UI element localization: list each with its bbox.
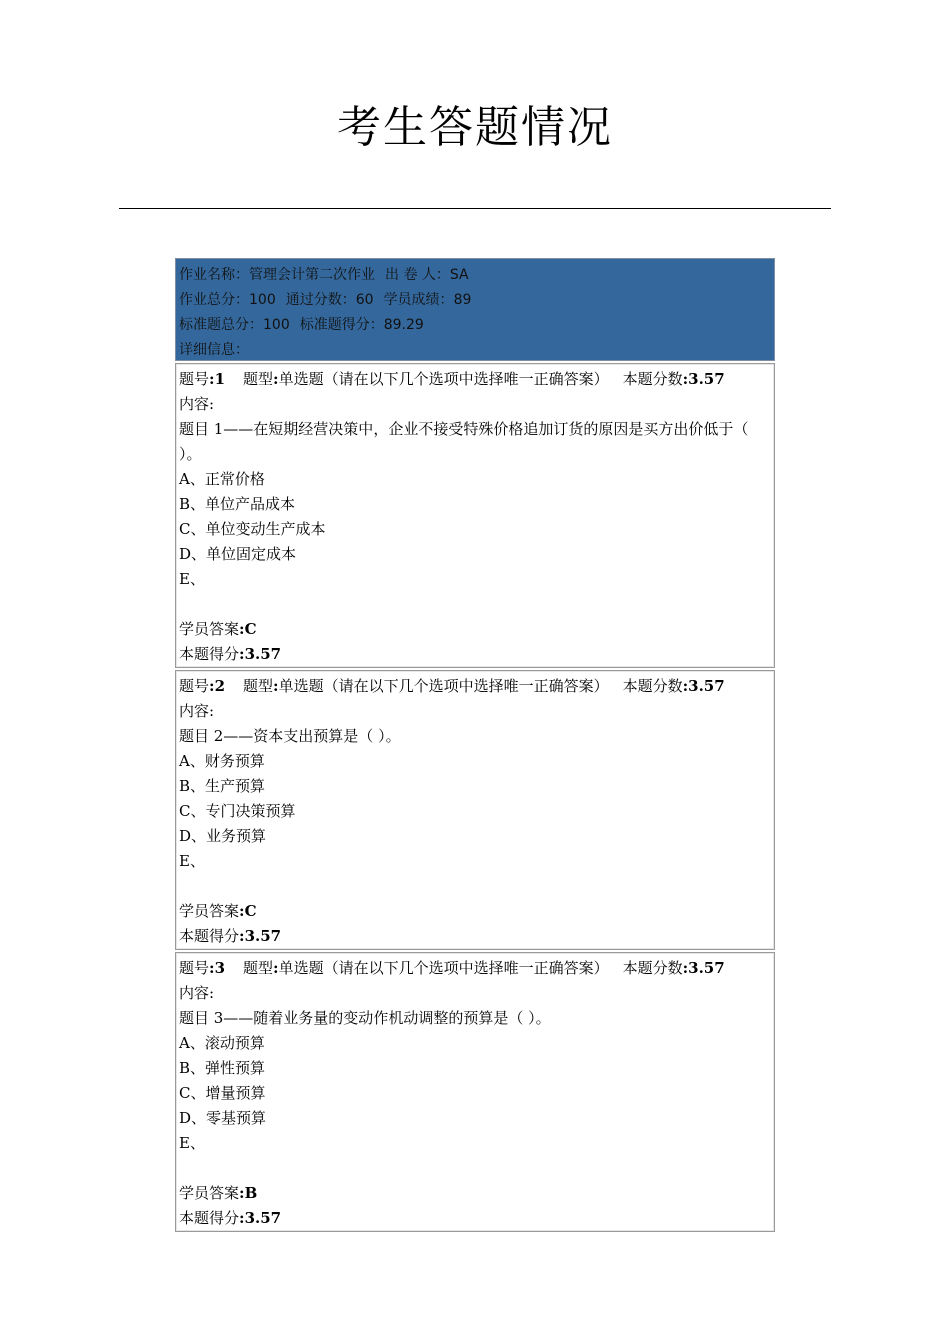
colon: : (239, 927, 245, 945)
colon: : (273, 959, 279, 977)
colon: : (239, 1184, 245, 1202)
detail-label: 详细信息： (179, 342, 249, 358)
question-got (179, 1206, 771, 1231)
qtype-label: 题型 (243, 677, 274, 695)
answer-value: C (244, 620, 257, 638)
student-answer (179, 617, 771, 642)
content-label: 内容: (179, 395, 215, 413)
answer-label: 学员答案 (179, 902, 240, 920)
option-e: E、 (179, 1134, 205, 1152)
got-label: 本题得分 (179, 1209, 240, 1227)
pass-value: 60 (355, 292, 374, 308)
std-total-value: 100 (263, 317, 290, 333)
question-score: 3.57 (688, 370, 725, 388)
student-score-value: 89 (453, 292, 472, 308)
colon: : (273, 370, 279, 388)
student-answer (179, 1181, 771, 1206)
std-score-label: 标准题得分： (299, 317, 384, 333)
got-value: 3.57 (244, 927, 282, 945)
question-meta (179, 956, 771, 981)
question-text: 题目 2——资本支出预算是（ ）。 (179, 727, 401, 745)
option-a: A、财务预算 (179, 752, 265, 770)
question-score: 3.57 (688, 677, 725, 695)
question-meta (179, 367, 771, 392)
colon: : (209, 959, 215, 977)
got-label: 本题得分 (179, 927, 240, 945)
option-e: E、 (179, 852, 205, 870)
content-label: 内容: (179, 702, 215, 720)
summary-header (175, 258, 775, 361)
colon: : (682, 677, 689, 695)
option-a: A、滚动预算 (179, 1034, 265, 1052)
assignment-label: 作业名称： (179, 267, 249, 283)
colon: : (682, 959, 689, 977)
option-c: C、专门决策预算 (179, 802, 296, 820)
qnum-label: 题号 (179, 959, 210, 977)
student-score-label: 学员成绩： (383, 292, 454, 308)
colon: : (239, 620, 245, 638)
option-d: D、零基预算 (179, 1109, 267, 1127)
pass-label: 通过分数： (285, 292, 356, 308)
option-b: B、单位产品成本 (179, 495, 296, 513)
qtype-label: 题型 (243, 370, 274, 388)
total-value: 100 (249, 292, 276, 308)
answer-value: B (244, 1184, 258, 1202)
title-divider (119, 208, 831, 209)
qscore-label: 本题分数 (622, 959, 683, 977)
summary-line-2 (179, 288, 771, 313)
content-label: 内容: (179, 984, 215, 1002)
got-label: 本题得分 (179, 645, 240, 663)
question-got (179, 642, 771, 667)
blank-line (179, 874, 771, 899)
question-number: 3 (214, 959, 225, 977)
colon: : (682, 370, 689, 388)
answer-value: C (244, 902, 257, 920)
question-number: 2 (214, 677, 225, 695)
colon: : (209, 677, 215, 695)
author-label: 出 卷 人： (385, 267, 450, 283)
qscore-label: 本题分数 (622, 370, 683, 388)
option-c: C、单位变动生产成本 (179, 520, 326, 538)
page-title: 考生答题情况 (337, 102, 613, 153)
blank-line (179, 592, 771, 617)
qtype-label: 题型 (243, 959, 274, 977)
question-type: 单选题（请在以下几个选项中选择唯一正确答案） (278, 677, 609, 695)
colon: : (239, 645, 245, 663)
option-d: D、单位固定成本 (179, 545, 297, 563)
question-block (175, 670, 775, 950)
got-value: 3.57 (244, 1209, 282, 1227)
colon: : (273, 677, 279, 695)
option-d: D、业务预算 (179, 827, 267, 845)
total-label: 作业总分： (179, 292, 249, 308)
option-b: B、生产预算 (179, 777, 266, 795)
summary-line-3 (179, 313, 771, 338)
std-score-value: 89.29 (383, 317, 424, 333)
question-text: 题目 1——在短期经营决策中，企业不接受特殊价格追加订货的原因是买方出价低于（ ）。 (179, 420, 749, 463)
question-meta (179, 674, 771, 699)
option-a: A、正常价格 (179, 470, 265, 488)
option-c: C、增量预算 (179, 1084, 266, 1102)
colon: : (239, 1209, 245, 1227)
colon: : (209, 370, 215, 388)
student-answer (179, 899, 771, 924)
author-value: SA (449, 267, 469, 283)
summary-line-1 (179, 263, 771, 288)
std-total-label: 标准题总分： (179, 317, 263, 333)
qscore-label: 本题分数 (622, 677, 683, 695)
answer-label: 学员答案 (179, 620, 240, 638)
option-e: E、 (179, 570, 205, 588)
question-got (179, 924, 771, 949)
answer-report (175, 258, 775, 1232)
question-block (175, 952, 775, 1232)
got-value: 3.57 (244, 645, 282, 663)
colon: : (239, 902, 245, 920)
question-number: 1 (214, 370, 225, 388)
answer-label: 学员答案 (179, 1184, 240, 1202)
qnum-label: 题号 (179, 677, 210, 695)
option-b: B、弹性预算 (179, 1059, 266, 1077)
question-type: 单选题（请在以下几个选项中选择唯一正确答案） (278, 959, 609, 977)
question-type: 单选题（请在以下几个选项中选择唯一正确答案） (278, 370, 609, 388)
qnum-label: 题号 (179, 370, 210, 388)
blank-line (179, 1156, 771, 1181)
question-text: 题目 3——随着业务量的变动作机动调整的预算是（ ）。 (179, 1009, 551, 1027)
question-score: 3.57 (688, 959, 725, 977)
question-block (175, 363, 775, 668)
assignment-name: 管理会计第二次作业 (249, 267, 375, 283)
summary-line-4 (179, 338, 771, 363)
